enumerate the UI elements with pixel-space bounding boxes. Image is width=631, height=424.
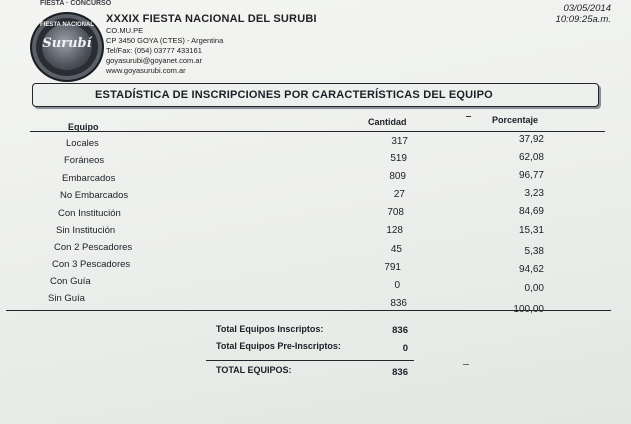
row-cantidad: 45 — [390, 244, 402, 255]
total-equipos-value: 836 — [392, 367, 408, 378]
row-cantidad: 836 — [390, 298, 407, 309]
print-time: 10:09:25a.m. — [555, 14, 611, 25]
logo-wordmark: Surubí — [42, 36, 92, 51]
row-label: No Embarcados — [60, 190, 129, 201]
header-mark — [466, 116, 471, 117]
row-label: Con 2 Pescadores — [54, 242, 133, 253]
row-porcentaje: 0,00 — [524, 283, 544, 294]
total-preinscriptos-label: Total Equipos Pre-Inscriptos: — [216, 341, 341, 351]
paper-mark — [463, 364, 469, 365]
column-header-equipo: Equipo — [68, 122, 99, 132]
print-timestamp — [556, 3, 611, 25]
row-label: Con 3 Pescadores — [52, 259, 131, 270]
row-porcentaje: 62,08 — [518, 152, 544, 163]
event-title: XXXIX FIESTA NACIONAL DEL SURUBI — [106, 13, 317, 25]
total-equipos-label: TOTAL EQUIPOS: — [216, 365, 292, 375]
header-fragment: FIESTA · CONCURSO — [40, 0, 112, 7]
row-cantidad: 809 — [389, 171, 406, 182]
row-cantidad: 519 — [390, 153, 407, 164]
row-cantidad: 0 — [394, 280, 400, 291]
row-label: Con Institución — [58, 208, 121, 219]
print-date: 03/05/2014 — [563, 3, 611, 14]
column-header-porcentaje: Porcentaje — [492, 115, 539, 125]
table-bottom-rule — [6, 310, 611, 311]
row-label: Foráneos — [64, 155, 105, 166]
organization-block — [106, 12, 317, 76]
report-title-banner — [32, 83, 599, 107]
org-line: CO.MU.PE — [106, 26, 144, 35]
org-phone: Tel/Fax: (054) 03777 433161 — [106, 46, 202, 55]
total-inscriptos-value: 836 — [392, 325, 408, 336]
report-title: ESTADÍSTICA DE INSCRIPCIONES POR CARACTERÍSTICAS DEL EQUIPO — [95, 89, 493, 101]
column-header-cantidad: Cantidad — [368, 117, 407, 127]
logo-caption: FIESTA NACIONAL — [40, 22, 94, 28]
row-cantidad: 27 — [393, 189, 405, 200]
row-porcentaje: 37,92 — [518, 134, 544, 145]
fiesta-logo — [30, 12, 104, 82]
row-porcentaje: 84,69 — [518, 206, 544, 217]
totals-rule — [206, 360, 414, 361]
row-label: Embarcados — [62, 173, 116, 184]
org-website: www.goyasurubi.com.ar — [106, 66, 186, 75]
row-porcentaje: 100,00 — [513, 304, 544, 315]
row-label: Locales — [66, 138, 99, 149]
row-porcentaje: 3,23 — [524, 188, 544, 199]
row-cantidad: 128 — [386, 225, 403, 236]
row-porcentaje: 94,62 — [518, 264, 544, 275]
row-porcentaje: 5,38 — [524, 246, 544, 257]
total-preinscriptos-value: 0 — [402, 343, 408, 354]
total-inscriptos-label: Total Equipos Inscriptos: — [216, 324, 324, 334]
row-label: Sin Guía — [48, 293, 85, 304]
org-address: CP 3450 GOYA (CTES) - Argentina — [106, 36, 224, 45]
row-cantidad: 317 — [391, 136, 408, 147]
header-rule — [30, 131, 605, 132]
row-porcentaje: 96,77 — [518, 170, 544, 181]
row-label: Sin Institución — [56, 225, 116, 236]
row-label: Con Guía — [50, 276, 91, 287]
row-cantidad: 791 — [384, 262, 401, 273]
row-porcentaje: 15,31 — [518, 225, 544, 236]
org-email: goyasurubi@goyanet.com.ar — [106, 56, 202, 65]
row-cantidad: 708 — [387, 207, 404, 218]
